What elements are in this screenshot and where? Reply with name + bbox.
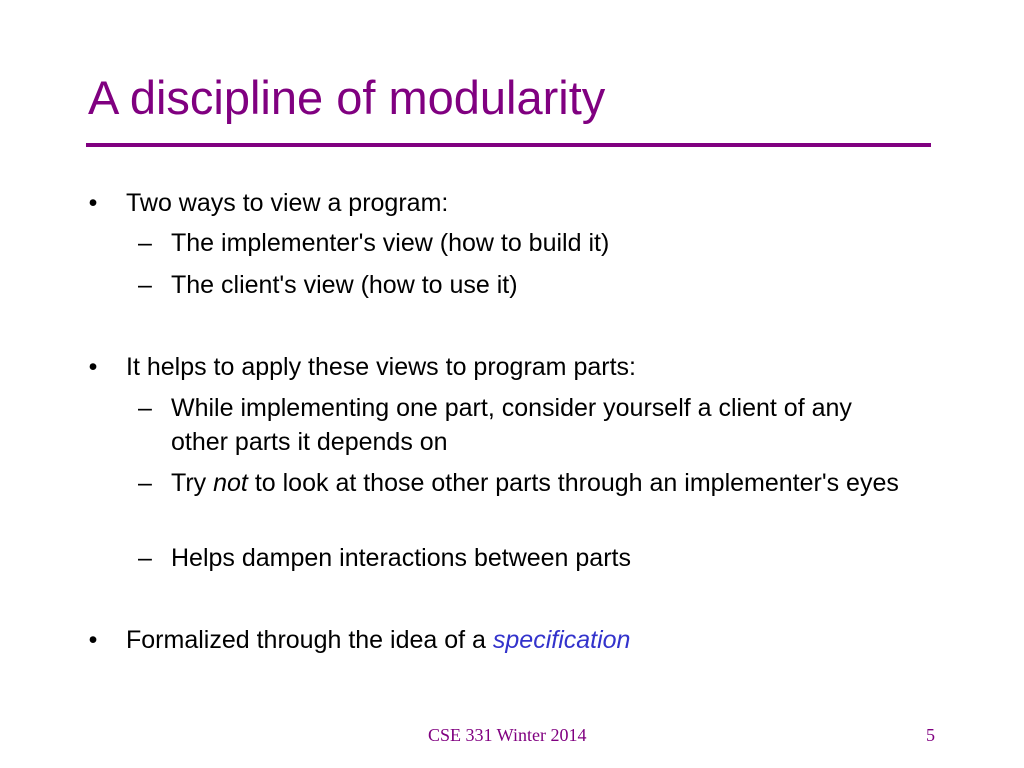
bullet-marker: • xyxy=(88,189,98,217)
sub-bullet-text-pre: Try xyxy=(171,469,214,497)
dash-marker: – xyxy=(138,229,152,257)
bullet-marker: • xyxy=(88,353,98,381)
sub-bullet-text: The implementer's view (how to build it) xyxy=(171,229,610,257)
footer-course: CSE 331 Winter 2014 xyxy=(428,725,587,745)
sub-bullet-text-post: to look at those other parts through an implementer's eyes xyxy=(247,469,899,497)
dash-marker: – xyxy=(138,544,152,572)
bullet-text-pre: Formalized through the idea of a xyxy=(126,626,493,654)
page-number: 5 xyxy=(926,725,935,745)
title-divider xyxy=(86,143,931,147)
specification-link[interactable]: specification xyxy=(492,626,631,654)
dash-marker: – xyxy=(138,271,152,299)
sub-bullet-text: While implementing one part, consider yourself a client of any other parts it depends on xyxy=(171,394,852,456)
bullet-text: It helps to apply these views to program parts: xyxy=(126,353,636,381)
bullet-text xyxy=(126,623,630,657)
sub-bullet-text: Helps dampen interactions between parts xyxy=(171,544,631,572)
dash-marker: – xyxy=(138,394,152,422)
sub-bullet-text xyxy=(171,466,951,500)
slide-title: A discipline of modularity xyxy=(88,71,606,124)
emphasis-not: not xyxy=(213,469,248,497)
sub-bullet-text: The client's view (how to use it) xyxy=(171,271,518,299)
bullet-text: Two ways to view a program: xyxy=(126,189,449,217)
dash-marker: – xyxy=(138,469,152,497)
bullet-marker: • xyxy=(88,626,98,654)
